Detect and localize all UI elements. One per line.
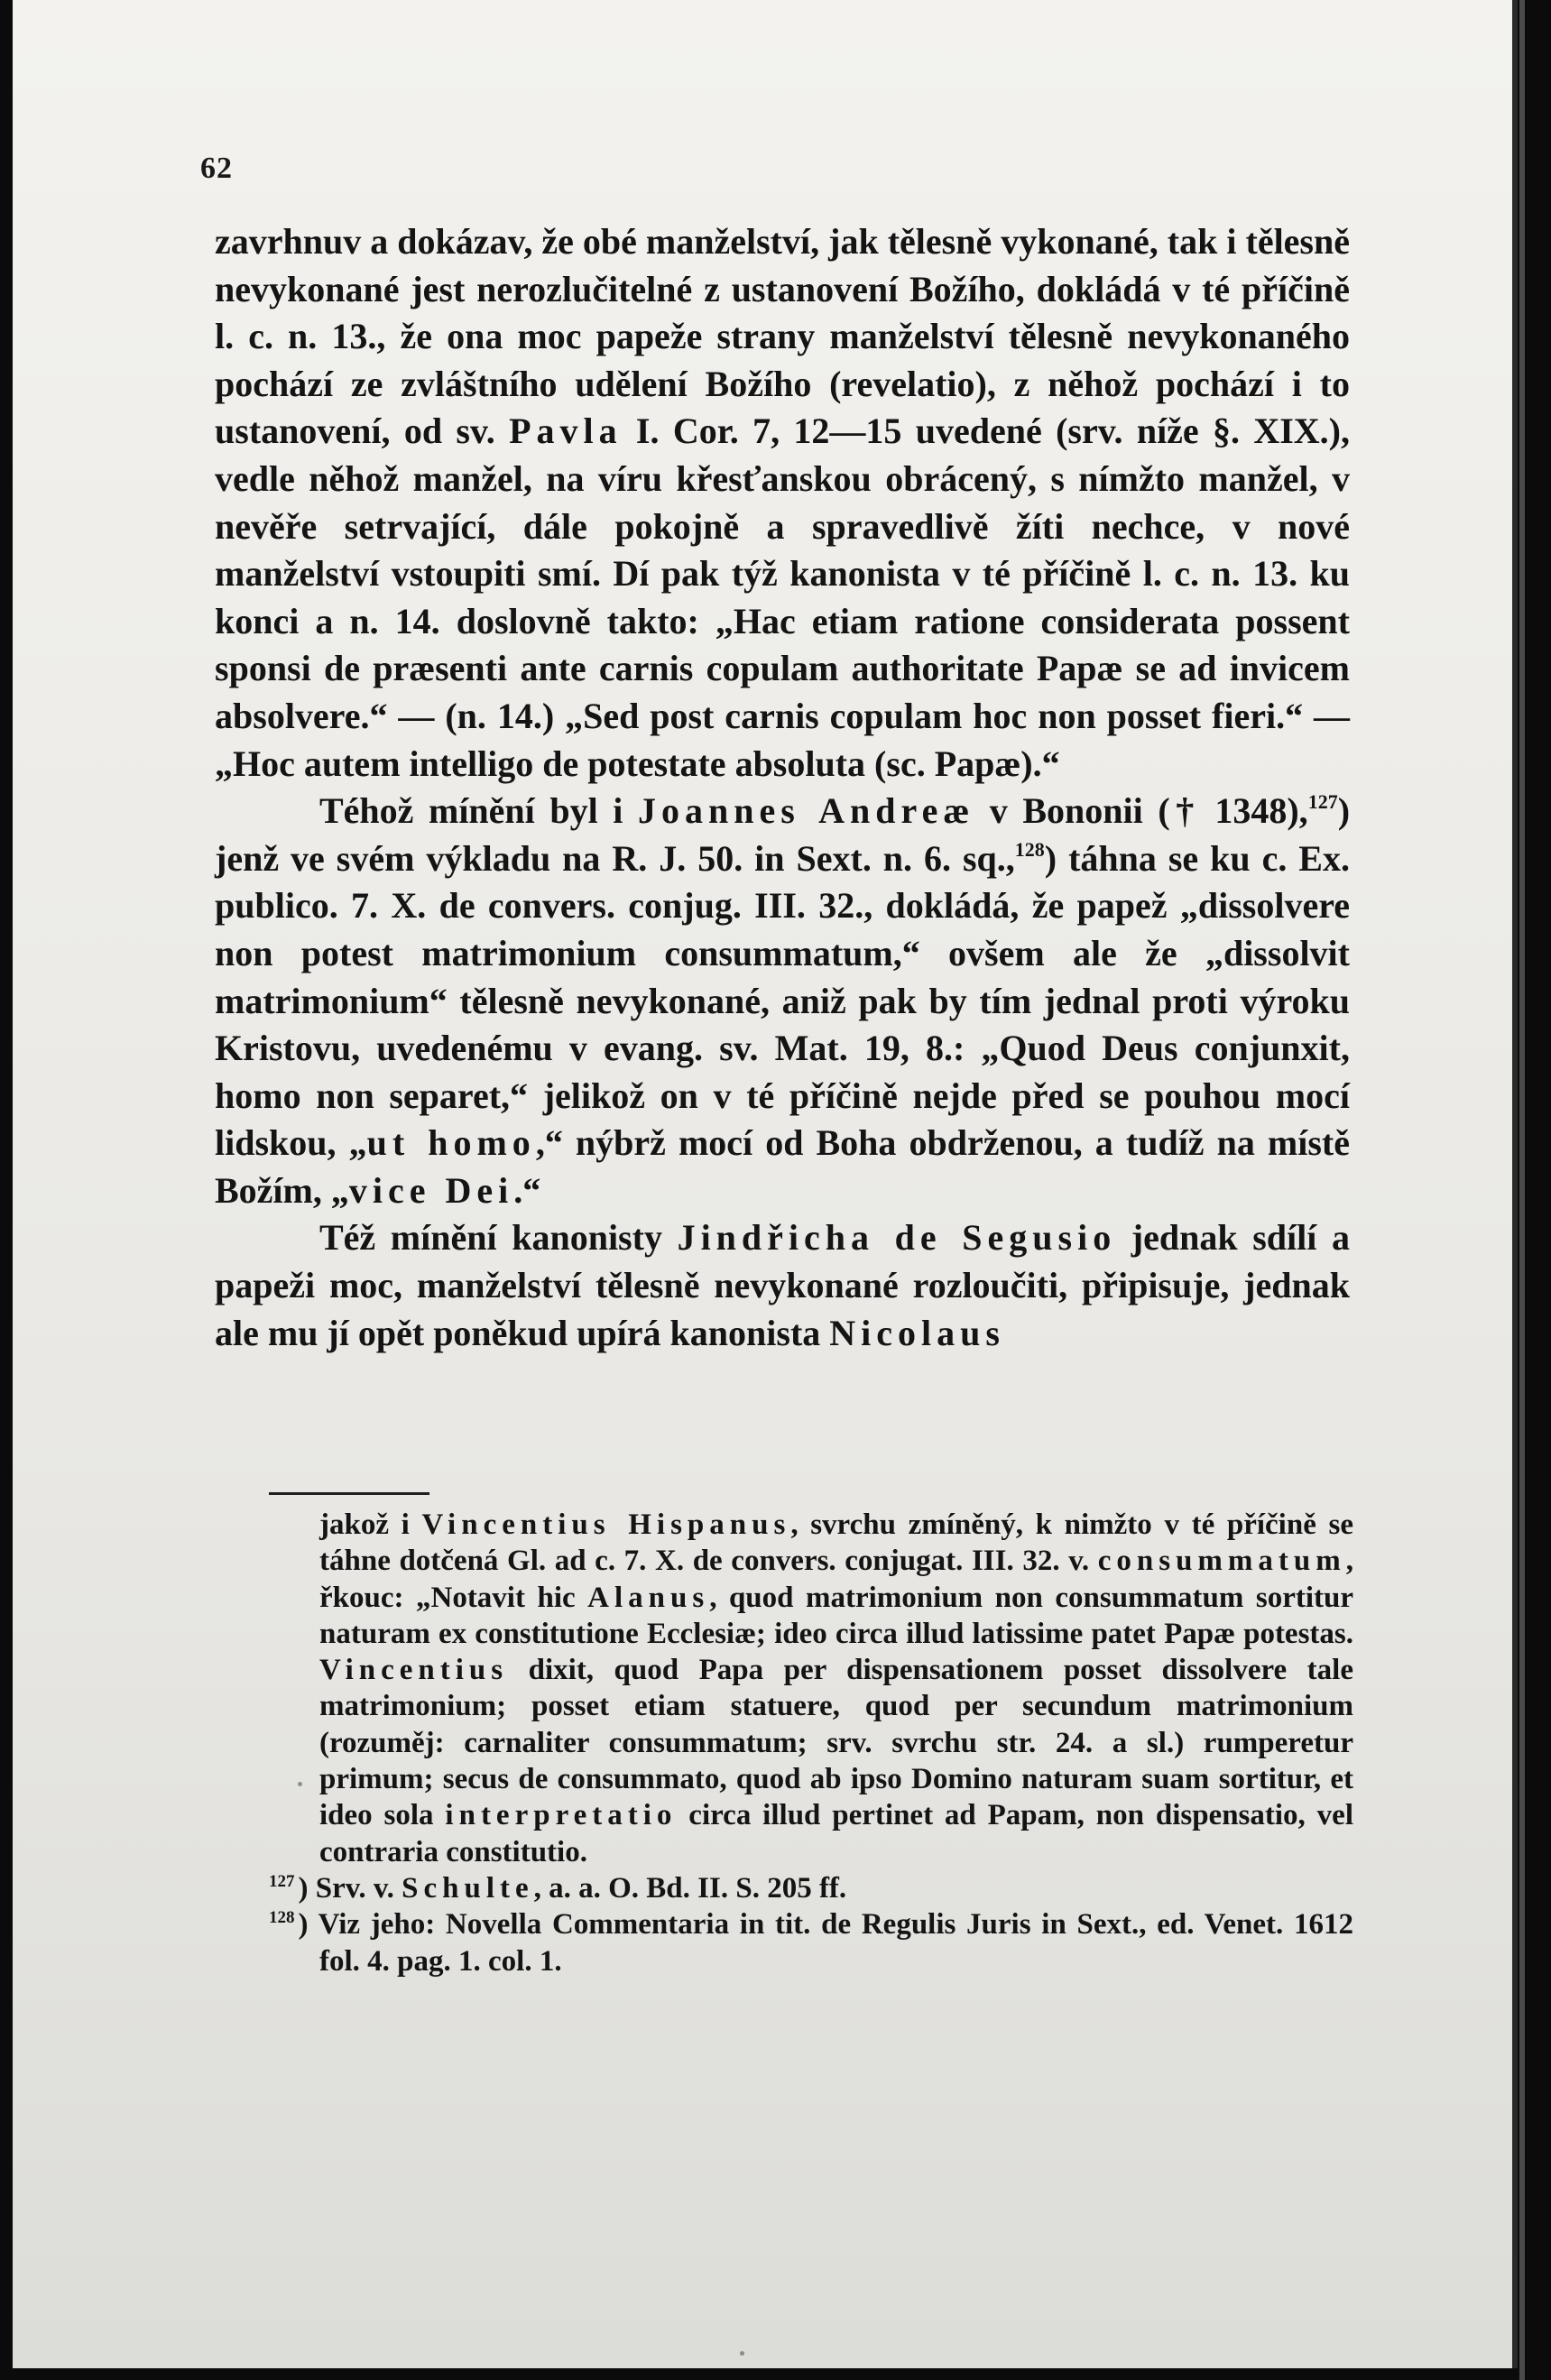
text-run: .“ [513, 1169, 541, 1211]
paper-speck [298, 1782, 302, 1786]
footnotes [215, 1507, 1353, 1979]
spaced-name: vice Dei [348, 1169, 514, 1211]
text-run: dixit, quod Papa per dispensationem posset dissolvere tale matrimonium; posset etiam statuere, quod per secundum matrimonium (rozuměj: carnaliter consummatum; srv. svrchu str. 24. a sl.) rumperetur primum; secus de consummato, quod ab ipso Domino naturam suam sortitur, et ideo sola [319, 1654, 1353, 1832]
footnote [215, 1906, 1353, 1979]
text-run: zavrhnuv a dokázav, že obé manželství, jak tělesně vykonané, tak i tělesně nevykonané jest nerozlučitelné z ustanovení Božího, dokládá v té příčině l. c. n. 13., že ona moc papeže strany manželství tělesně nevykonaného pochází ze zvláštního udělení Božího (revelatio), z něhož pochází i to ustanovení, od sv. [215, 221, 1350, 452]
text-run: , quod matrimonium non consummatum sortitur naturam ex constitutione Ecclesiæ; ideo circa illud latissime patet Papæ potestas. [319, 1581, 1353, 1650]
paragraph [215, 788, 1350, 1214]
text-run: I. Cor. 7, 12—15 uvedené (srv. níže §. XIX.), vedle něhož manžel, na víru křesťanskou obrácený, s nímžto manžel, v nevěře setrvající, dále pokojně a spravedlivě žíti nechce, v nové manželství vstoupiti smí. Dí pak týž kanonista v té příčině l. c. n. 13. ku konci a n. 14. doslovně takto: „Hac etiam ratione considerata possent sponsi de præsenti ante carnis copulam authoritate Papæ se ad invicem absolvere.“ — (n. 14.) „Sed post carnis copulam hoc non posset fieri.“ — „Hoc autem intelligo de potestate absoluta (sc. Papæ).“ [215, 411, 1350, 784]
spaced-name: Jindřicha de Segusio [677, 1217, 1117, 1259]
footnote-reference: 128 [1014, 837, 1045, 861]
page-number: 62 [200, 152, 233, 185]
text-run: circa illud pertinet ad Papam, non dispensatio, vel contraria constitutio. [319, 1799, 1353, 1868]
footnote-separator [269, 1492, 429, 1495]
spaced-name: consummatum [1097, 1545, 1346, 1578]
text-run: ) Viz jeho: Novella Commentaria in tit. de Regulis Juris in Sext., ed. Venet. 1612 fol. 4. pag. 1. col. 1. [298, 1908, 1353, 1978]
text-run: v Bononii († 1348), [974, 790, 1308, 832]
footnote [215, 1870, 1353, 1906]
text-run: Též mínění kanonisty [319, 1217, 678, 1259]
spaced-name: Pavla [509, 411, 623, 452]
main-text [215, 218, 1350, 1357]
footnote-reference: 127 [1307, 790, 1338, 814]
spaced-name: Vincentius Hispanus [421, 1508, 791, 1541]
paper-speck [740, 2351, 744, 2356]
text-run: ) táhna se ku c. Ex. publico. 7. X. de convers. conjug. III. 32., dokládá, že papež „dissolvere non potest matrimonium consummatum,“ ovšem ale že „dissolvit matrimonium“ tělesně nevykonané, aniž pak by tím jednal proti výroku Kristovu, uvedenému v evang. sv. Mat. 19, 8.: „Quod Deus conjunxit, homo non separet,“ jelikož on v té příčině nejde před se pouhou mocí lidskou, „ [215, 837, 1350, 1164]
spaced-name: ut homo [366, 1122, 536, 1164]
spaced-name: Vincentius [319, 1654, 509, 1687]
text-run: ) jenž ve svém výkladu na R. J. 50. in Sext. n. 6. sq., [215, 790, 1351, 879]
footnote-mark: 127 [269, 1871, 295, 1891]
book-page [13, 0, 1518, 2368]
paragraph [215, 218, 1350, 788]
footnote-mark: 128 [269, 1908, 295, 1928]
footnote-list [215, 1870, 1353, 1979]
page-edge [1519, 0, 1525, 2380]
text-run: , svrchu zmíněný, k nimžto v té příčině se táhne dotčená Gl. ad c. 7. X. de convers. conjugat. III. 32. v. [319, 1508, 1353, 1578]
paper-speck [1512, 474, 1517, 478]
text-run: Téhož mínění byl i [319, 790, 638, 832]
text-run: ,“ nýbrž mocí od Boha obdrženou, a tudíž na místě Božím, „ [215, 1122, 1351, 1211]
spaced-name: Nicolaus [829, 1312, 1005, 1353]
paragraph [215, 1214, 1350, 1357]
text-run: jednak sdílí a papeži moc, manželství tělesně nevykonané rozloučiti, připisuje, jednak ale mu jí opět poněkud upírá kanonista [215, 1217, 1350, 1353]
text-run: , řkouc: „Notavit hic [319, 1545, 1353, 1614]
text-run: , a. a. O. Bd. II. S. 205 ff. [533, 1871, 847, 1905]
spaced-name: Schulte [402, 1871, 534, 1905]
text-run: ) Srv. v. [298, 1871, 402, 1905]
spaced-name: interpretatio [445, 1799, 678, 1832]
spaced-name: Joannes Andreæ [637, 790, 975, 832]
footnote-continuation [319, 1507, 1353, 1870]
text-run: jakož i [319, 1508, 422, 1541]
spaced-name: Alanus [587, 1581, 710, 1614]
